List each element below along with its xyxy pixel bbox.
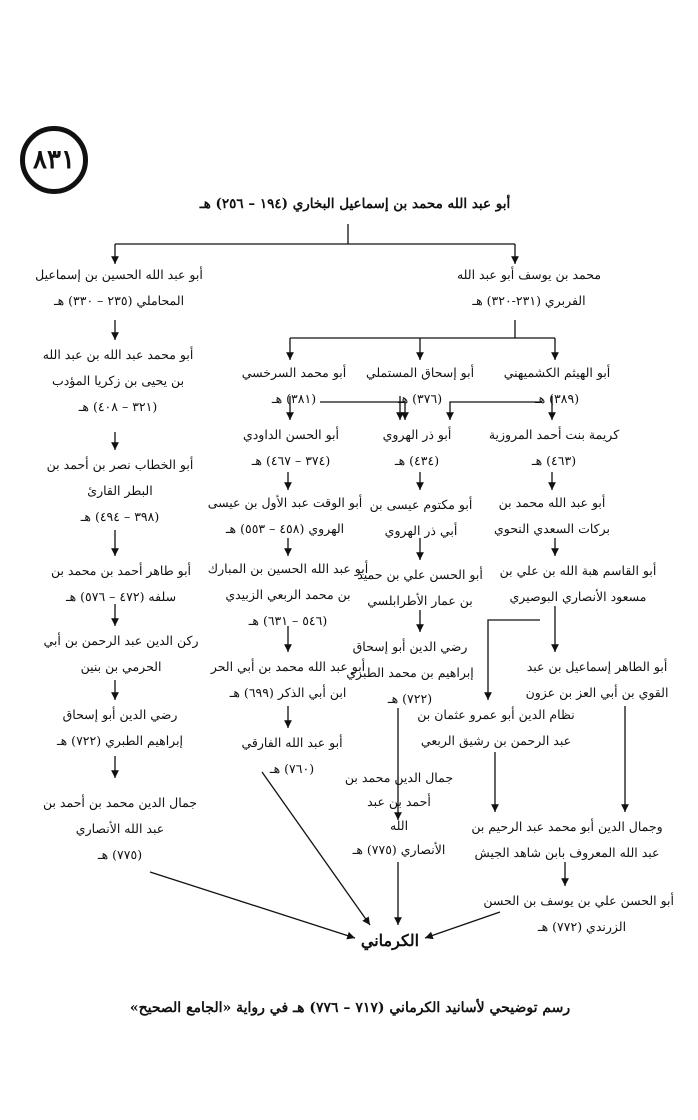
node-ibn-bayyi: أبو محمد عبد الله بن عبد الله بن يحيى بن زكريا المؤدب (٣٢١ – ٤٠٨) هـ: [42, 347, 194, 414]
node-maktum: أبو مكتوم عيسى بن أبي ذر الهروي: [369, 497, 473, 538]
node-tabari: رضي الدين أبو إسحاق إبراهيم بن محمد الطبري (٧٢٢) هـ: [346, 639, 474, 706]
node-ibn-shahid: وجمال الدين أبو محمد عبد الرحيم بن عبد الله المعروف بابن شاهد الجيش: [471, 819, 663, 860]
node-mahamili: أبو عبد الله الحسين بن إسماعيل المحاملي (٢٣٥ – ٣٣٠) هـ: [35, 267, 203, 308]
node-firabri: محمد بن يوسف أبو عبد الله الفربري (٢٣١-٣٢٠) هـ: [456, 267, 602, 308]
node-ibn-bunayn: ركن الدين عبد الرحمن بن أبي الحرمي بن بنين: [43, 633, 199, 674]
node-busiri: أبو القاسم هبة الله بن علي بن مسعود الأنصاري البوصيري: [499, 563, 657, 604]
node-ibn-abi-hurr: أبو عبد الله محمد بن أبي الحر ابن أبي الذكر (٦٩٩) هـ: [210, 659, 366, 700]
node-karima: كريمة بنت أحمد المروزية (٤٦٣) هـ: [488, 427, 620, 468]
edge-zarandi-kirmani: [425, 912, 500, 938]
edge-jamalleft-kirmani: [150, 872, 355, 938]
node-jamal-left: جمال الدين محمد بن أحمد بن عبد الله الأنصاري (٧٧٥) هـ: [42, 795, 198, 862]
node-atrabulusi: أبو الحسن علي بن حميد بن عمار الأطرابلسي: [357, 567, 483, 608]
node-harawi: أبو ذر الهروي (٤٣٤) هـ: [382, 427, 452, 468]
node-kirmani: الكرماني: [360, 931, 420, 950]
root-node-bukhari: أبو عبد الله محمد بن إسماعيل البخاري (١٩٤ – ٢٥٦) هـ: [199, 196, 511, 212]
node-kushmihani: أبو الهيثم الكشميهني (٣٨٩) هـ: [503, 365, 611, 406]
node-sarakhsi: أبو محمد السرخسي (٣٨١) هـ: [241, 365, 347, 406]
node-nizam: نظام الدين أبو عمرو عثمان بن عبد الرحمن بن رشيق الربعي: [417, 707, 575, 748]
node-dawudi: أبو الحسن الداودي (٣٧٤ – ٤٦٧) هـ: [242, 427, 340, 468]
figure-caption: رسم توضيحي لأسانيد الكرماني (٧١٧ – ٧٧٦) هـ في رواية «الجامع الصحيح»: [129, 1000, 571, 1016]
node-mustamli: أبو إسحاق المستملي (٣٧٦) هـ: [365, 365, 475, 406]
node-tabari-left: رضي الدين أبو إسحاق إبراهيم الطبري (٧٢٢) هـ: [56, 707, 184, 748]
edge-firabri-split: [290, 320, 555, 338]
node-saadi: أبو عبد الله محمد بن بركات السعدي النحوي: [493, 495, 611, 536]
node-zarandi: أبو الحسن علي بن يوسف بن الحسن الزرندي (٧٧٢) هـ: [483, 893, 674, 934]
node-zubaydi: أبو عبد الله الحسين بن المبارك بن محمد الربعي الزبيدي (٥٤٦ – ٦٣١) هـ: [207, 561, 369, 628]
node-silafi: أبو طاهر أحمد بن محمد بن سلفه (٤٧٢ – ٥٧٦) هـ: [50, 563, 192, 604]
node-ibn-batr: أبو الخطاب نصر بن أحمد بن البطر القارئ (٣٩٨ – ٤٩٤) هـ: [46, 457, 194, 524]
edge-root-split: [115, 224, 515, 244]
node-jamal-mid: جمال الدين محمد بن أحمد بن عبد الله الأنصاري (٧٧٥) هـ: [344, 770, 454, 857]
node-abu-waqt: أبو الوقت عبد الأول بن عيسى الهروي (٤٥٨ – ٥٥٣) هـ: [207, 495, 363, 536]
node-fariqi: أبو عبد الله الفارقي (٧٦٠) هـ: [241, 735, 343, 776]
node-ibn-azzun: أبو الطاهر إسماعيل بن عبد القوي بن أبي العز بن عزون: [525, 659, 669, 700]
page-number-badge: ٨٣١: [20, 126, 88, 194]
